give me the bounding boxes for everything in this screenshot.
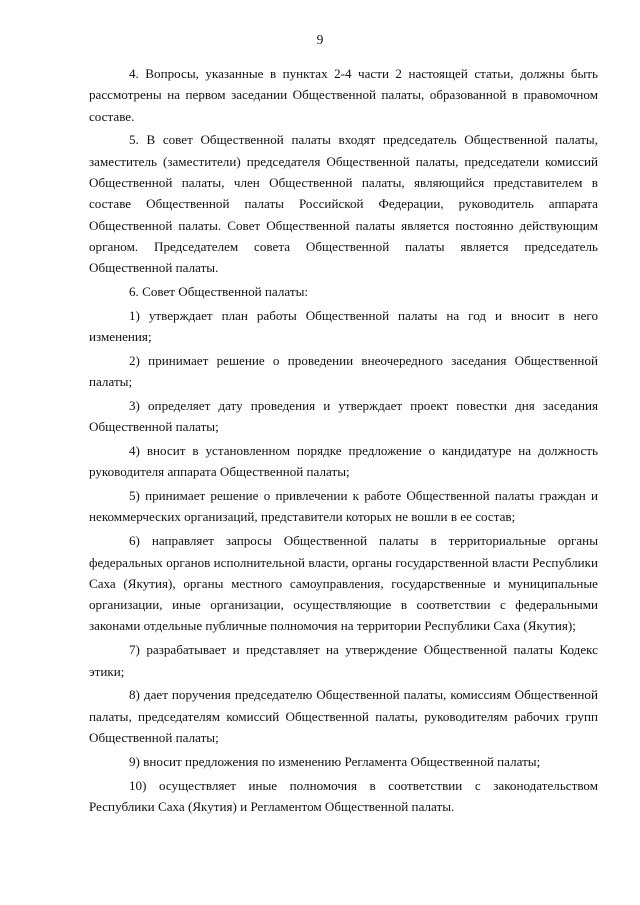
list-item-4: 4) вносит в установленном порядке предложение о кандидатуре на должность руководителя аппарата Общественной палаты; [89, 443, 598, 480]
list-item-7: 7) разрабатывает и представляет на утверждение Общественной палаты Кодекс этики; [89, 642, 598, 679]
document-body [89, 63, 598, 820]
list-item-3: 3) определяет дату проведения и утверждает проект повестки дня заседания Общественной палаты; [89, 397, 598, 435]
page-number: 9 [316, 32, 324, 47]
list-item-9: 9) вносит предложения по изменению Регламента Общественной палаты; [129, 753, 541, 769]
list-item-10: 10) осуществляет иные полномочия в соответствии с законодательством Республики Саха (Якутия) и Регламентом Общественной палаты. [89, 777, 598, 814]
paragraph-item-5: 5. В совет Общественной палаты входят председатель Общественной палаты, заместитель (заместители) председателя Общественной палаты, председатели комиссий Общественной палаты, член Общественной палаты, являющийся представителем в составе Общественной палаты Российской Федерации, руководитель аппарата Общественной палаты. Совет Общественной палаты является постоянно действующим органом. Председателем совета Общественной палаты является председатель Общественной палаты. [89, 132, 598, 276]
list-item-6: 6) направляет запросы Общественной палаты в территориальные органы федеральных органов исполнительной власти, органы государственной власти Республики Саха (Якутия), органы местного самоуправления, государственные и муниципальные организации, иные организации, осуществляющие в соответствии с федеральными законами отдельные публичные полномочия на территории Республики Саха (Якутия); [89, 533, 598, 634]
list-item-1: 1) утверждает план работы Общественной палаты на год и вносит в него изменения; [89, 307, 598, 345]
list-item-5: 5) принимает решение о привлечении к работе Общественной палаты граждан и некоммерческих организаций, представители которых не вошли в ее состав; [89, 488, 598, 525]
list-item-8: 8) дает поручения председателю Общественной палаты, комиссиям Общественной палаты, председателям комиссий Общественной палаты, руководителям рабочих групп Общественной палаты; [89, 687, 598, 745]
list-item-2: 2) принимает решение о проведении внеочередного заседания Общественной палаты; [89, 352, 598, 390]
paragraph-item-4: 4. Вопросы, указанные в пунктах 2-4 части 2 настоящей статьи, должны быть рассмотрены на первом заседании Общественной палаты, образованной в правомочном составе. [89, 66, 598, 124]
paragraph-item-6-heading: 6. Совет Общественной палаты: [129, 283, 309, 299]
